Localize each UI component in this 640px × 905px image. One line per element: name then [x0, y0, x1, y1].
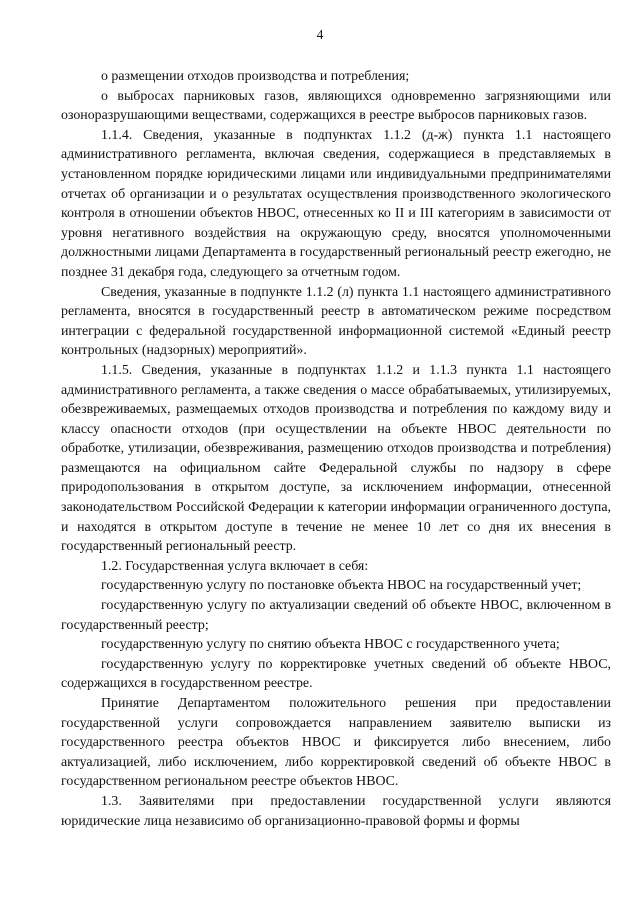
paragraph-1-3: 1.3. Заявителями при предоставлении государственной услуги являются юридические лица независимо об организационно-правовой формы и формы [61, 793, 611, 829]
paragraph-waste-placement: о размещении отходов производства и потребления; [101, 69, 410, 84]
paragraph-1-1-5: 1.1.5. Сведения, указанные в подпунктах 1.1.2 и 1.1.3 пункта 1.1 настоящего административного регламента, а также сведения о массе обрабатываемых, утилизируемых, обезвреживаемых, размещаемых отходов производства и потребления по каждому виду и классу опасности отходов (при осуществлении на объекте НВОС деятельности по обработке, утилизации, обезвреживания, размещению отходов производства и потребления) размещаются на официальном сайте Федеральной службы по надзору в сфере природопользования в открытом доступе, за исключением информации, отнесенной законодательством Российской Федерации к категории информации ограниченного доступа, и находятся в открытом доступе в течение не менее 10 лет со дня их внесения в государственный региональный реестр. [61, 362, 611, 555]
paragraph-greenhouse-gases: о выбросах парниковых газов, являющихся одновременно загрязняющими или озоноразрушающими веществами, содержащихся в реестре выбросов парниковых газов. [61, 88, 611, 124]
document-body [61, 67, 611, 831]
paragraph-service-removal: государственную услугу по снятию объекта НВОС с государственного учета; [101, 637, 560, 653]
page-number: 4 [316, 27, 324, 42]
paragraph-1-1-4: 1.1.4. Сведения, указанные в подпунктах 1.1.2 (д-ж) пункта 1.1 настоящего административного регламента, включая сведения, содержащиеся в представляемых в установленном порядке юридическими лицами или индивидуальными предпринимателями отчетах об организации и о результатах осуществления производственного экологического контроля в отношении объектов НВОС, отнесенных ко II и III категориям в зависимости от уровня негативного воздействия на окружающую среду, вносятся уполномоченными должностными лицами Департамента в государственный региональный реестр ежегодно, не позднее 31 декабря года, следующего за отчетным годом. [61, 127, 611, 280]
paragraph-service-update: государственную услугу по актуализации сведений об объекте НВОС, включенном в государственный реестр; [61, 598, 611, 633]
paragraph-service-correction: государственную услугу по корректировке учетных сведений об объекте НВОС, содержащихся в государственном реестре. [61, 656, 611, 692]
paragraph-subpoint-l: Сведения, указанные в подпункте 1.1.2 (л) пункта 1.1 настоящего административного регламента, вносятся в государственный реестр в автоматическом режиме посредством интеграции с федеральной государственной информационной системой «Единый реестр контрольных (надзорных) мероприятий». [61, 284, 611, 359]
paragraph-service-registration: государственную услугу по постановке объекта НВОС на государственный учет; [101, 578, 582, 594]
paragraph-1-2: 1.2. Государственная услуга включает в себя: [101, 558, 369, 574]
paragraph-positive-decision: Принятие Департаментом положительного решения при предоставлении государственной услуги сопровождается направлением заявителю выписки из государственного реестра объектов НВОС и фиксируется либо внесением, либо актуализацией, либо исключением, либо корректировкой сведений об объекте НВОС в государственном региональном реестре объектов НВОС. [61, 696, 611, 790]
